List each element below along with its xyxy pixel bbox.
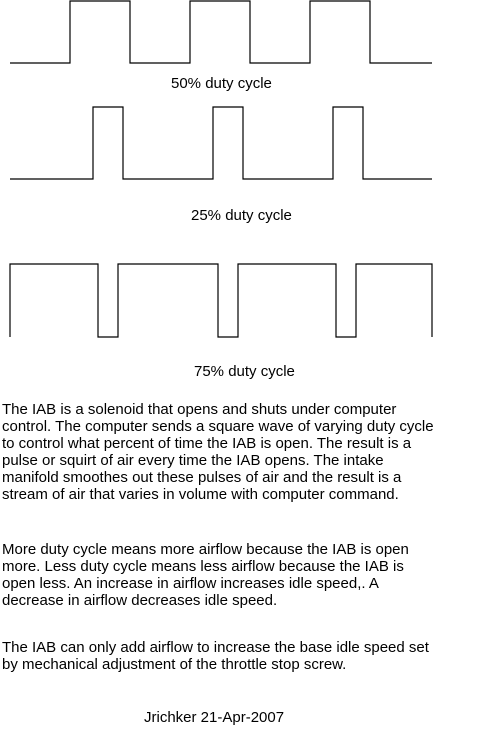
paragraph-base-idle-speed: The IAB can only add airflow to increase the base idle speed set by mechanical adjustment of the throttle stop screw. — [2, 639, 429, 673]
caption-75-percent: 75% duty cycle — [194, 363, 295, 380]
square-wave-25-percent — [10, 107, 432, 179]
author-signature: Jrichker 21-Apr-2007 — [144, 709, 285, 726]
paragraph-duty-cycle-airflow: More duty cycle means more airflow because the IAB is open more. Less duty cycle means less airflow because the IAB is open less. An increase in airflow increases idle speed,. A decrease in airflow decreases idle speed. — [2, 541, 409, 609]
square-wave-75-percent — [10, 264, 432, 337]
square-wave-50-percent — [10, 1, 432, 63]
caption-25-percent: 25% duty cycle — [191, 207, 292, 224]
paragraph-iab-description: The IAB is a solenoid that opens and shuts under computer control. The computer sends a square wave of varying duty cycle to control what percent of time the IAB is open. The result is a pulse or squirt of air every time the IAB opens. The intake manifold smoothes out these pulses of air and the result is a stream of air that varies in volume with computer command. — [2, 401, 434, 503]
caption-50-percent: 50% duty cycle — [171, 75, 272, 92]
